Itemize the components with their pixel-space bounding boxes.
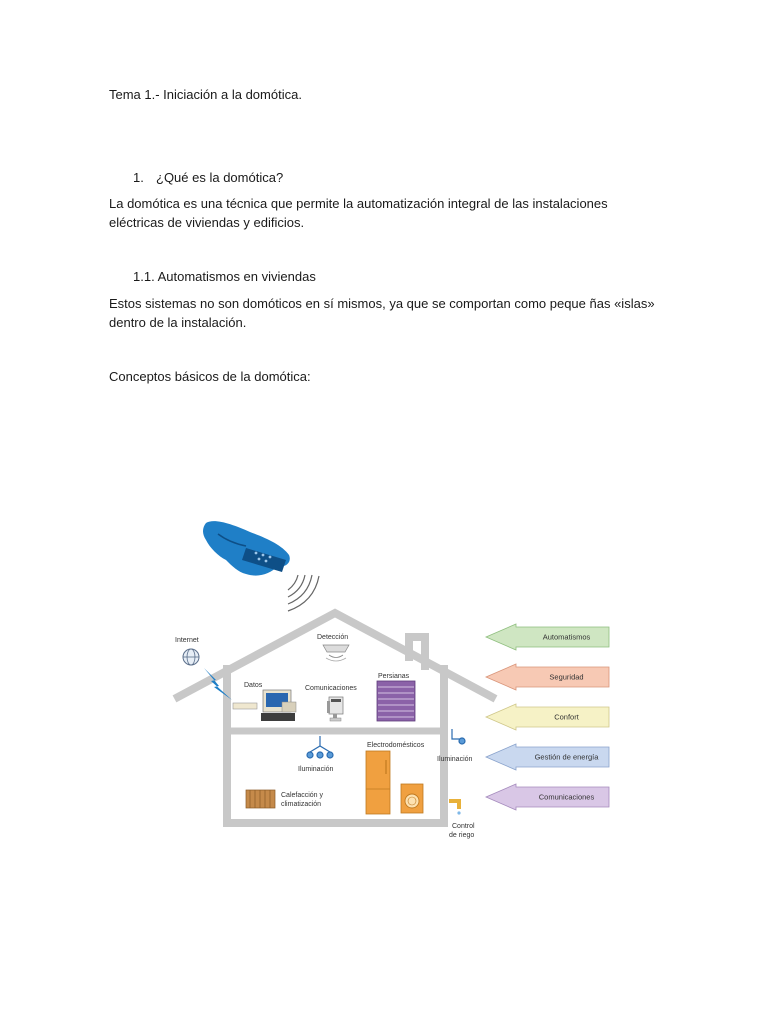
definition-line-1: La domótica es una técnica que permite la automatización integral de las instalaciones [109,196,608,211]
category-arrow-1 [486,664,609,690]
phone-icon [327,697,343,721]
appliances-label: Electrodomésticos [367,742,425,749]
radiator-icon [246,790,275,808]
paragraph-line-2: dentro de la instalación. [109,315,247,330]
internet-globe-icon [183,649,199,665]
definition-line-2: eléctricas de viviendas y edificios. [109,215,305,230]
washing-machine-icon [401,784,423,813]
lighting-outside-label: Iluminación [437,756,473,763]
computer-icon [233,690,296,721]
hand-remote-icon [203,521,290,575]
internet-label: Internet [175,637,199,644]
fridge-icon [366,751,390,814]
irrigation-label-1: Control [452,823,475,830]
lighting-inside-label: Iluminación [298,766,334,773]
heating-label-1: Calefacción y [281,792,324,799]
outdoor-lamp-icon [452,729,465,744]
signal-waves-icon [288,575,319,611]
question-number: 1. [133,170,144,185]
page-title: Tema 1.- Iniciación a la domótica. [109,87,302,102]
heating-label-2: climatización [281,801,322,808]
blinds-label: Persianas [378,673,410,680]
category-arrow-label: Seguridad [549,672,584,682]
irrigation-label-2: de riego [449,832,475,839]
category-arrow-label: Automatismos [542,632,591,642]
category-arrow-label: Comunicaciones [538,792,595,802]
category-arrow-2 [486,704,609,730]
subsection-heading: 1.1. Automatismos en viviendas [133,269,316,284]
communications-room-label: Comunicaciones [305,685,357,692]
concepts-heading: Conceptos básicos de la domótica: [109,369,311,384]
blinds-icon [377,681,415,721]
category-arrow-label: Gestión de energía [534,752,599,762]
detection-label: Detección [317,634,349,641]
ceiling-lamp-icon [307,736,333,758]
paragraph-line-1: Estos sistemas no son domóticos en sí mismos, ya que se comportan como peque ñas «islas» [109,296,655,311]
question-heading: ¿Qué es la domótica? [156,170,284,185]
category-arrow-label: Confort [554,712,579,722]
faucet-icon [449,799,461,815]
data-label: Datos [244,682,263,689]
detector-icon [323,645,349,661]
category-arrows [486,624,609,810]
